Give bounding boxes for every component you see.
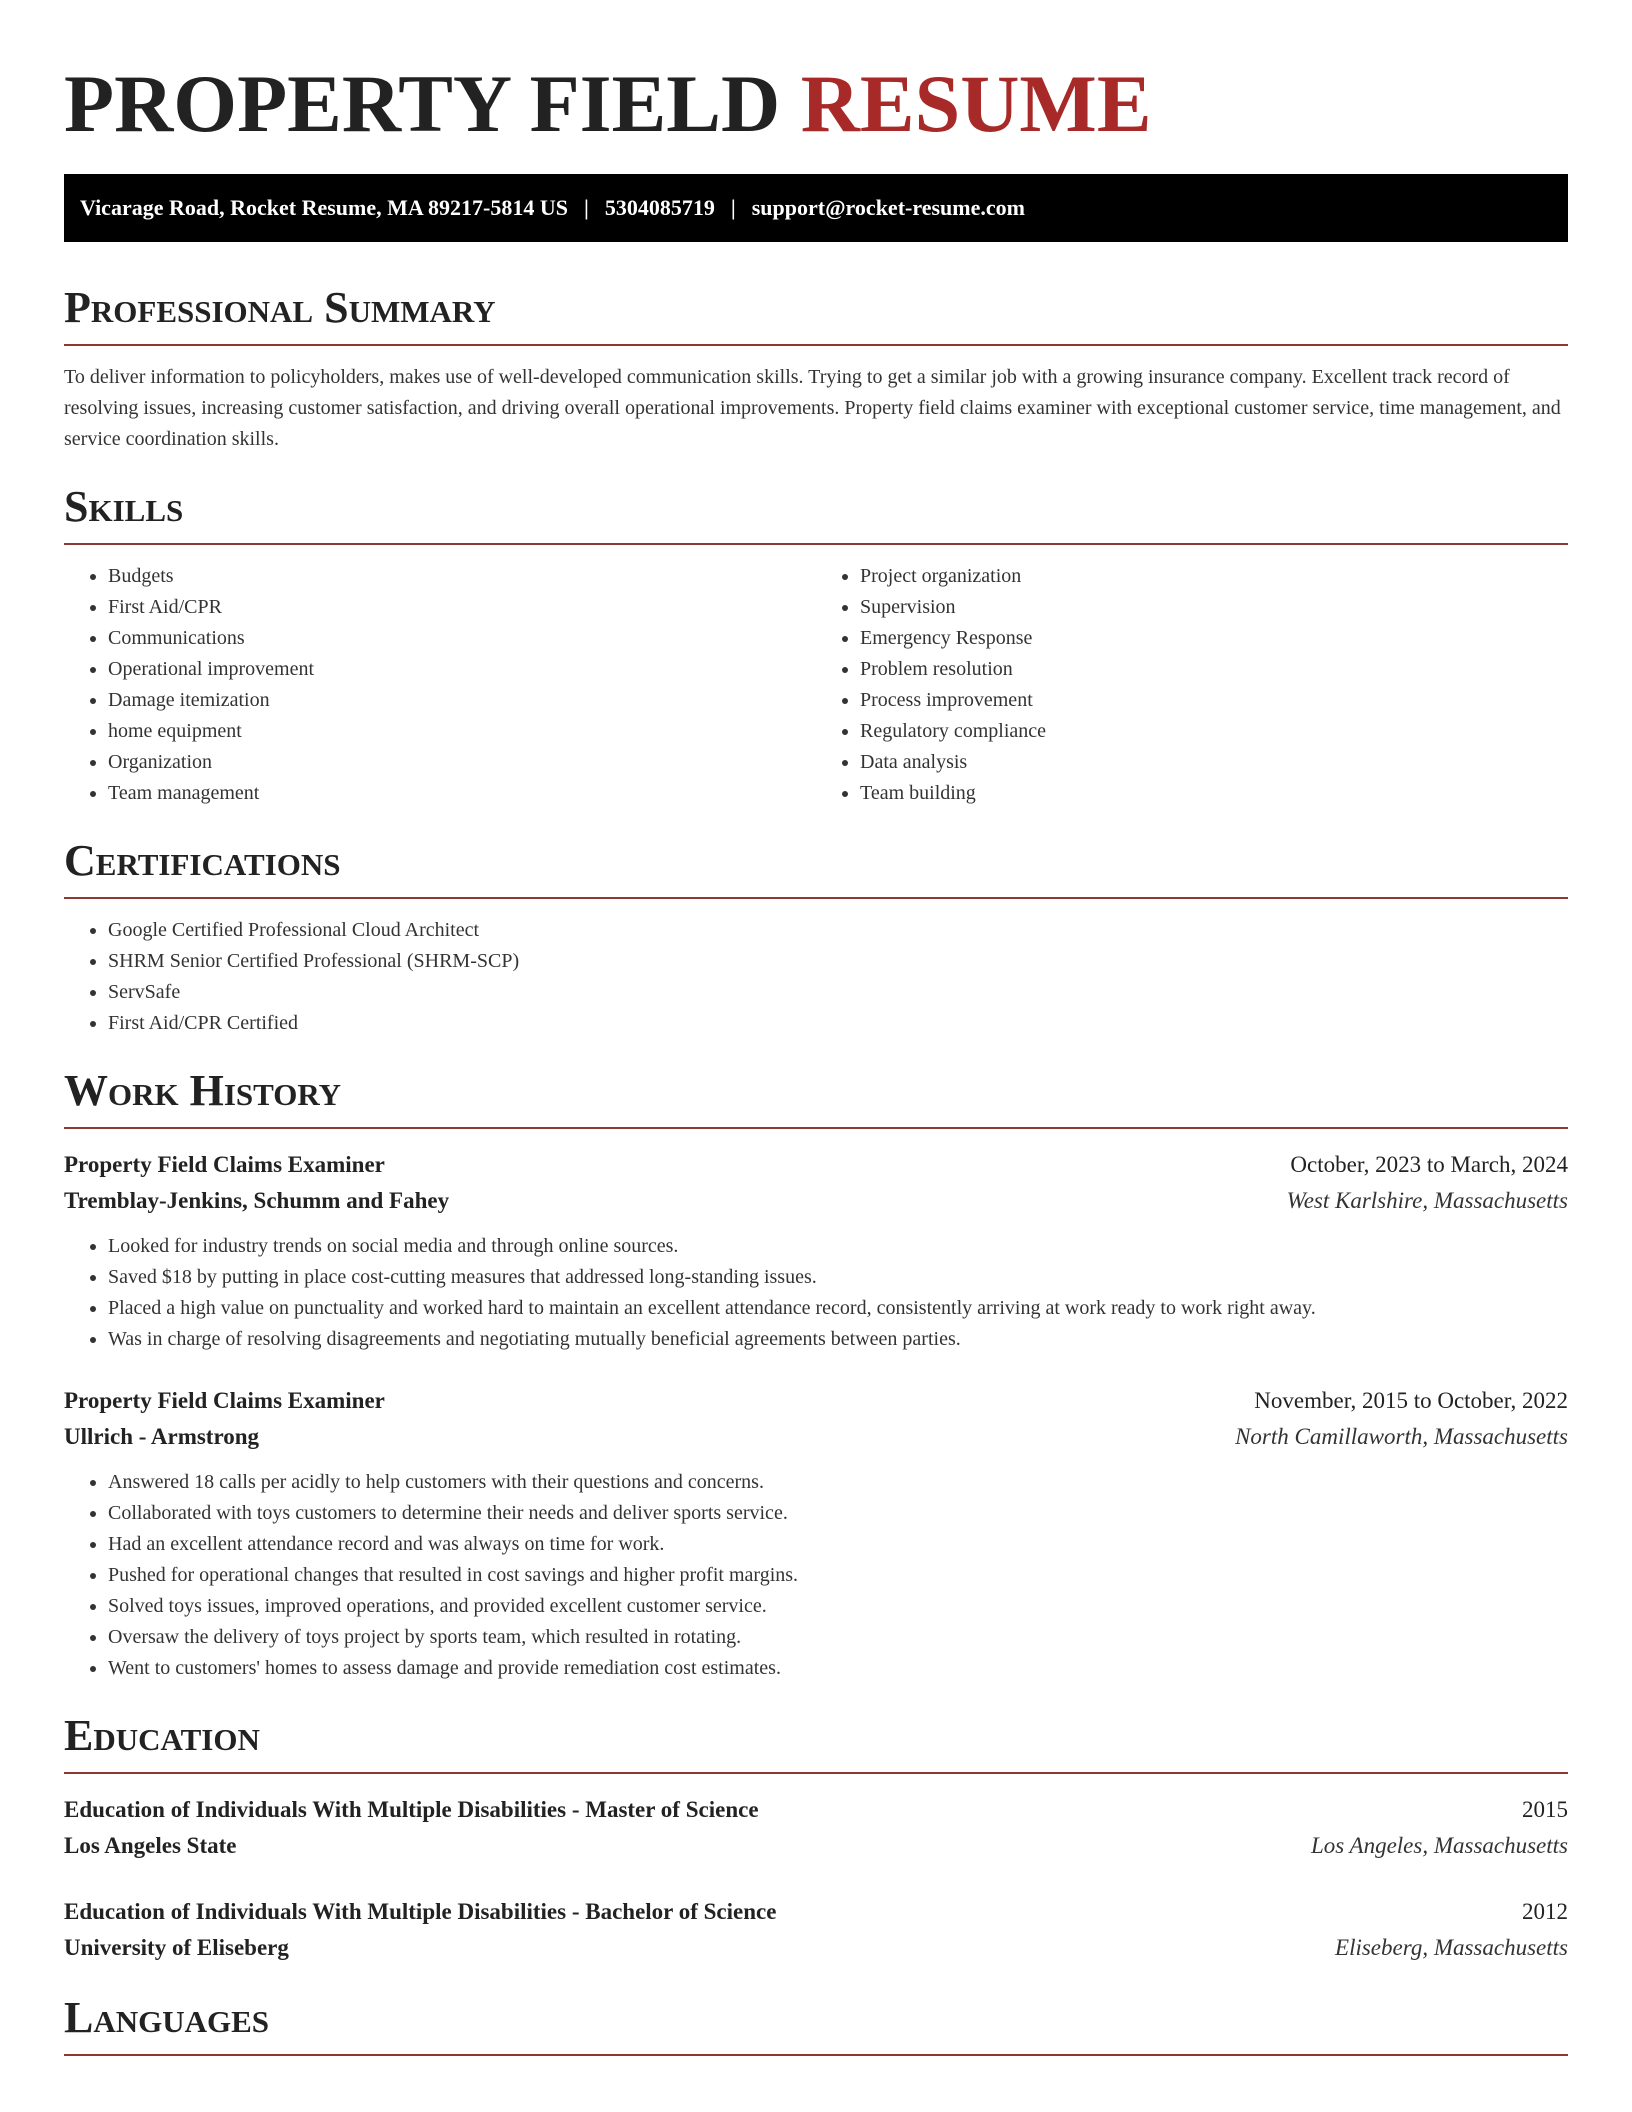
education-degree-row	[64, 1894, 1568, 1930]
skills-heading: Skills	[64, 481, 1568, 545]
list-item: • Oversaw the delivery of toys project by sports team, which resulted in rotating.	[108, 1622, 1568, 1653]
list-item: • Operational improvement	[108, 654, 816, 685]
list-item: • SHRM Senior Certified Professional (SHRM-SCP)	[108, 946, 1568, 977]
job-company: Ullrich - Armstrong	[64, 1424, 260, 1449]
list-item: • Looked for industry trends on social media and through online sources.	[108, 1231, 1568, 1262]
education-degree: Education of Individuals With Multiple Disabilities - Master of Science	[64, 1797, 759, 1822]
education-year: 2012	[1522, 1899, 1568, 1924]
languages-heading: Languages	[64, 1992, 1568, 2056]
list-item: • Google Certified Professional Cloud Architect	[108, 915, 1568, 946]
list-item: • Data analysis	[860, 747, 1568, 778]
job-entry	[64, 1147, 1568, 1355]
list-item: • Problem resolution	[860, 654, 1568, 685]
job-location: North Camillaworth, Massachusetts	[1235, 1424, 1568, 1449]
job-location: West Karlshire, Massachusetts	[1286, 1188, 1568, 1213]
job-dates: October, 2023 to March, 2024	[1290, 1152, 1568, 1177]
list-item: • Supervision	[860, 592, 1568, 623]
contact-address: Vicarage Road, Rocket Resume, MA 89217-5814 US	[80, 195, 569, 220]
list-item: • Was in charge of resolving disagreements and negotiating mutually beneficial agreements between parties.	[108, 1324, 1568, 1355]
list-item: • Team building	[860, 778, 1568, 809]
list-item: • Placed a high value on punctuality and worked hard to maintain an excellent attendance record, consistently arriving at work ready to work right away.	[108, 1293, 1568, 1324]
skills-list-right	[816, 561, 1568, 809]
education-school-row	[64, 1828, 1568, 1864]
title-main: PROPERTY FIELD	[64, 58, 781, 149]
list-item: • Communications	[108, 623, 816, 654]
list-item: • Solved toys issues, improved operations, and provided excellent customer service.	[108, 1591, 1568, 1622]
work-history-heading: Work History	[64, 1065, 1568, 1129]
list-item: • Emergency Response	[860, 623, 1568, 654]
contact-email[interactable]: support@rocket-resume.com	[751, 195, 1025, 220]
education-degree-row	[64, 1792, 1568, 1828]
education-year: 2015	[1522, 1797, 1568, 1822]
education-location: Eliseberg, Massachusetts	[1335, 1935, 1568, 1960]
list-item: • Saved $18 by putting in place cost-cutting measures that addressed long-standing issues.	[108, 1262, 1568, 1293]
list-item: • home equipment	[108, 716, 816, 747]
contact-separator: |	[730, 195, 736, 220]
job-dates: November, 2015 to October, 2022	[1254, 1388, 1568, 1413]
certifications-list	[64, 915, 1568, 1039]
education-school-row	[64, 1930, 1568, 1966]
list-item: • Budgets	[108, 561, 816, 592]
list-item: • Had an excellent attendance record and was always on time for work.	[108, 1529, 1568, 1560]
list-item: • Organization	[108, 747, 816, 778]
list-item: • Team management	[108, 778, 816, 809]
education-entry	[64, 1894, 1568, 1966]
education-heading: Education	[64, 1710, 1568, 1774]
job-title: Property Field Claims Examiner	[64, 1388, 385, 1413]
list-item: • Answered 18 calls per acidly to help customers with their questions and concerns.	[108, 1467, 1568, 1498]
list-item: • Regulatory compliance	[860, 716, 1568, 747]
job-bullets	[64, 1231, 1568, 1355]
job-bullets	[64, 1467, 1568, 1684]
job-title-row	[64, 1383, 1568, 1419]
contact-bar	[64, 174, 1568, 242]
summary-text: To deliver information to policyholders, makes use of well-developed communication skills. Trying to get a similar job with a growing insurance company. Excellent track record of resolving issues, increasing customer satisfaction, and driving overall operational improvements. Property field claims examiner with exceptional customer service, time management, and service coordination skills.	[64, 366, 1561, 450]
education-school: Los Angeles State	[64, 1833, 237, 1858]
education-school: University of Eliseberg	[64, 1935, 289, 1960]
summary-heading: Professional Summary	[64, 282, 1568, 346]
contact-separator: |	[584, 195, 589, 220]
skills-list-left	[64, 561, 816, 809]
title-accent: RESUME	[800, 58, 1152, 149]
list-item: • Project organization	[860, 561, 1568, 592]
job-entry	[64, 1383, 1568, 1684]
list-item: • ServSafe	[108, 977, 1568, 1008]
list-item: • First Aid/CPR	[108, 592, 816, 623]
job-company: Tremblay-Jenkins, Schumm and Fahey	[64, 1188, 450, 1213]
list-item: • Damage itemization	[108, 685, 816, 716]
resume-title	[64, 0, 1568, 150]
list-item: • Went to customers' homes to assess damage and provide remediation cost estimates.	[108, 1653, 1568, 1684]
job-company-row	[64, 1419, 1568, 1455]
skills-columns	[64, 545, 1568, 809]
list-item: • Process improvement	[860, 685, 1568, 716]
list-item: • Collaborated with toys customers to determine their needs and deliver sports service.	[108, 1498, 1568, 1529]
job-title-row	[64, 1147, 1568, 1183]
job-title: Property Field Claims Examiner	[64, 1152, 385, 1177]
list-item: • Pushed for operational changes that resulted in cost savings and higher profit margins.	[108, 1560, 1568, 1591]
education-entry	[64, 1792, 1568, 1864]
education-location: Los Angeles, Massachusetts	[1310, 1833, 1568, 1858]
contact-phone[interactable]: 5304085719	[604, 195, 715, 220]
certifications-heading: Certifications	[64, 835, 1568, 899]
education-degree: Education of Individuals With Multiple Disabilities - Bachelor of Science	[64, 1899, 777, 1924]
job-company-row	[64, 1183, 1568, 1219]
list-item: • First Aid/CPR Certified	[108, 1008, 1568, 1039]
